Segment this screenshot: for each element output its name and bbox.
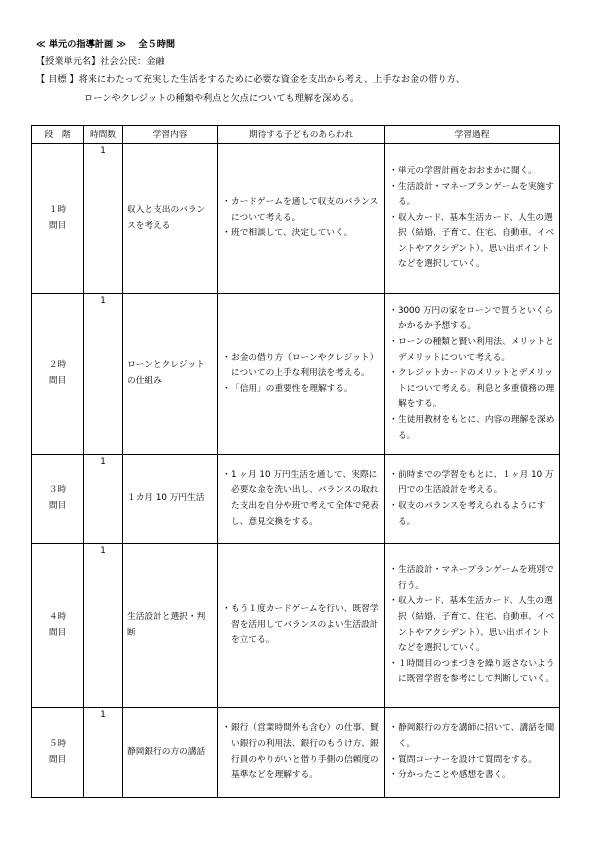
stage-label-line: ５時	[48, 738, 67, 749]
expected-list	[222, 721, 380, 783]
hours-cell: 1	[84, 544, 123, 708]
stage-cell	[32, 544, 84, 708]
expected-cell	[218, 294, 385, 455]
process-item: ・ １時間目のつまづきを繰り返さないように既習学習を参考にして判断していく。	[389, 657, 555, 688]
process-item: ・ 収入カード、基本生活カード、人生の選択（結婚、子育て、住宅、自動車、イベントやアクシデント）、思い出ポイントなどを選択していく。	[389, 211, 555, 273]
stage-label-line: ３時	[48, 485, 67, 496]
expected-cell	[218, 544, 385, 708]
plan-title: ≪ 単元の指導計画 ≫ 全５時間	[36, 39, 176, 50]
content-cell: １カ月 10 万円生活	[123, 455, 218, 544]
process-item: ・ クレジットカードのメリットとデメリットについて考える。利息と多重債務の理解をする。	[389, 366, 555, 413]
process-list	[389, 468, 555, 530]
expected-cell	[218, 708, 385, 798]
stage-label-line: 間目	[48, 501, 67, 511]
table-row	[32, 708, 560, 798]
process-item: ・ 質問コーナーを設けて質問をする。	[389, 753, 555, 769]
content-cell: 生活設計と選択・判断	[123, 544, 218, 708]
stage-label-line: １時	[48, 204, 67, 215]
stage-label-line: ２時	[48, 360, 67, 371]
process-list	[389, 304, 555, 444]
process-item: ・ 生活設計・マネープランゲームを班別で行う。	[389, 563, 555, 594]
goal-line-2: ローンやクレジットの種類や利点と欠点についても理解を深める。	[84, 93, 360, 104]
process-item: ・ 収支のバランスを考えられるようにする。	[389, 499, 555, 530]
stage-cell	[32, 708, 84, 798]
process-item: ・ 3000 万円の家をローンで買うといくらかかるか予想する。	[389, 304, 555, 335]
expected-cell	[218, 455, 385, 544]
process-cell	[385, 455, 560, 544]
expected-list	[222, 468, 380, 530]
process-item: ・ ローンの種類と賢い利用法、メリットとデメリットについて考える。	[389, 335, 555, 366]
header-expected: 期待する子どものあらわれ	[218, 126, 385, 144]
process-item: ・ 生徒用教材をもとに、内容の理解を深める。	[389, 413, 555, 444]
expected-item: ・ 班で相談して、決定していく。	[222, 226, 380, 242]
expected-item: ・ カードゲームを通して収支のバランスについて考える。	[222, 195, 380, 226]
content-cell: 静岡銀行の方の講話	[123, 708, 218, 798]
expected-list	[222, 351, 380, 398]
expected-item: ・ 「信用」の重要性を理解する。	[222, 382, 380, 398]
expected-item: ・ もう１度カードゲームを行い、既習学習を活用してバランスのよい生活設計を立てる。	[222, 602, 380, 649]
stage-label-line: 間目	[48, 627, 67, 638]
process-cell	[385, 544, 560, 708]
expected-cell	[218, 144, 385, 294]
stage-cell	[32, 144, 84, 294]
table-header-row	[32, 126, 560, 144]
process-list	[389, 164, 555, 273]
goal-line-1: 【 目標 】将来にわたって充実した生活をするために必要な資金を支出から考え、上手なお金の借り方、	[36, 74, 466, 85]
process-cell	[385, 294, 560, 455]
lesson-plan-table	[31, 125, 560, 798]
process-item: ・ 前時までの学習をもとに、１ヶ月 10 万円での生活設計を考える。	[389, 468, 555, 499]
process-item: ・ 収入カード、基本生活カード、人生の選択（結婚、子育て、住宅、自動車、イベントやアクシデント）、思い出ポイントなどを選択していく。	[389, 594, 555, 656]
expected-list	[222, 195, 380, 242]
stage-cell	[32, 455, 84, 544]
expected-item: ・ 1 ヶ月 10 万円生活を通して、実際に必要な金を洗い出し、バランスの取れた支出を自分や班で考えて全体で発表し、意見交換をする。	[222, 468, 380, 530]
expected-list	[222, 602, 380, 649]
stage-label-line: 間目	[48, 220, 67, 231]
stage-cell	[32, 294, 84, 455]
unit-name: 【授業単元名】社会公民：金融	[36, 56, 165, 67]
table-row	[32, 144, 560, 294]
process-list	[389, 563, 555, 688]
expected-item: ・ お金の借り方（ローンやクレジット）についての上手な利用法を考える。	[222, 351, 380, 382]
header-hours: 時間数	[84, 126, 123, 144]
hours-cell: 1	[84, 294, 123, 455]
table-row	[32, 455, 560, 544]
process-list	[389, 721, 555, 783]
process-cell	[385, 708, 560, 798]
hours-cell: 1	[84, 455, 123, 544]
process-item: ・ 単元の学習計画をおおまかに聞く。	[389, 164, 555, 180]
header-process: 学習過程	[385, 126, 560, 144]
hours-cell: 1	[84, 708, 123, 798]
process-item: ・ 分かったことや感想を書く。	[389, 768, 555, 784]
table-row	[32, 544, 560, 708]
content-cell: 収入と支出のバランスを考える	[123, 144, 218, 294]
stage-label-line: 間目	[48, 754, 67, 765]
process-item: ・ 静岡銀行の方を講師に招いて、講話を聞く。	[389, 721, 555, 752]
stage-label-line: ４時	[48, 611, 67, 622]
process-cell	[385, 144, 560, 294]
table-row	[32, 294, 560, 455]
expected-item: ・ 銀行（営業時間外も含む）の仕事、賢い銀行の利用法、銀行のもうけ方、銀行員のやりがいと借り手側の信頼度の基準などを理解する。	[222, 721, 380, 783]
stage-label-line: 間目	[48, 376, 67, 386]
header-content: 学習内容	[123, 126, 218, 144]
header-stage: 段 階	[32, 126, 84, 144]
content-cell: ローンとクレジットの仕組み	[123, 294, 218, 455]
hours-cell: 1	[84, 144, 123, 294]
process-item: ・ 生活設計・マネープランゲームを実施する。	[389, 180, 555, 211]
